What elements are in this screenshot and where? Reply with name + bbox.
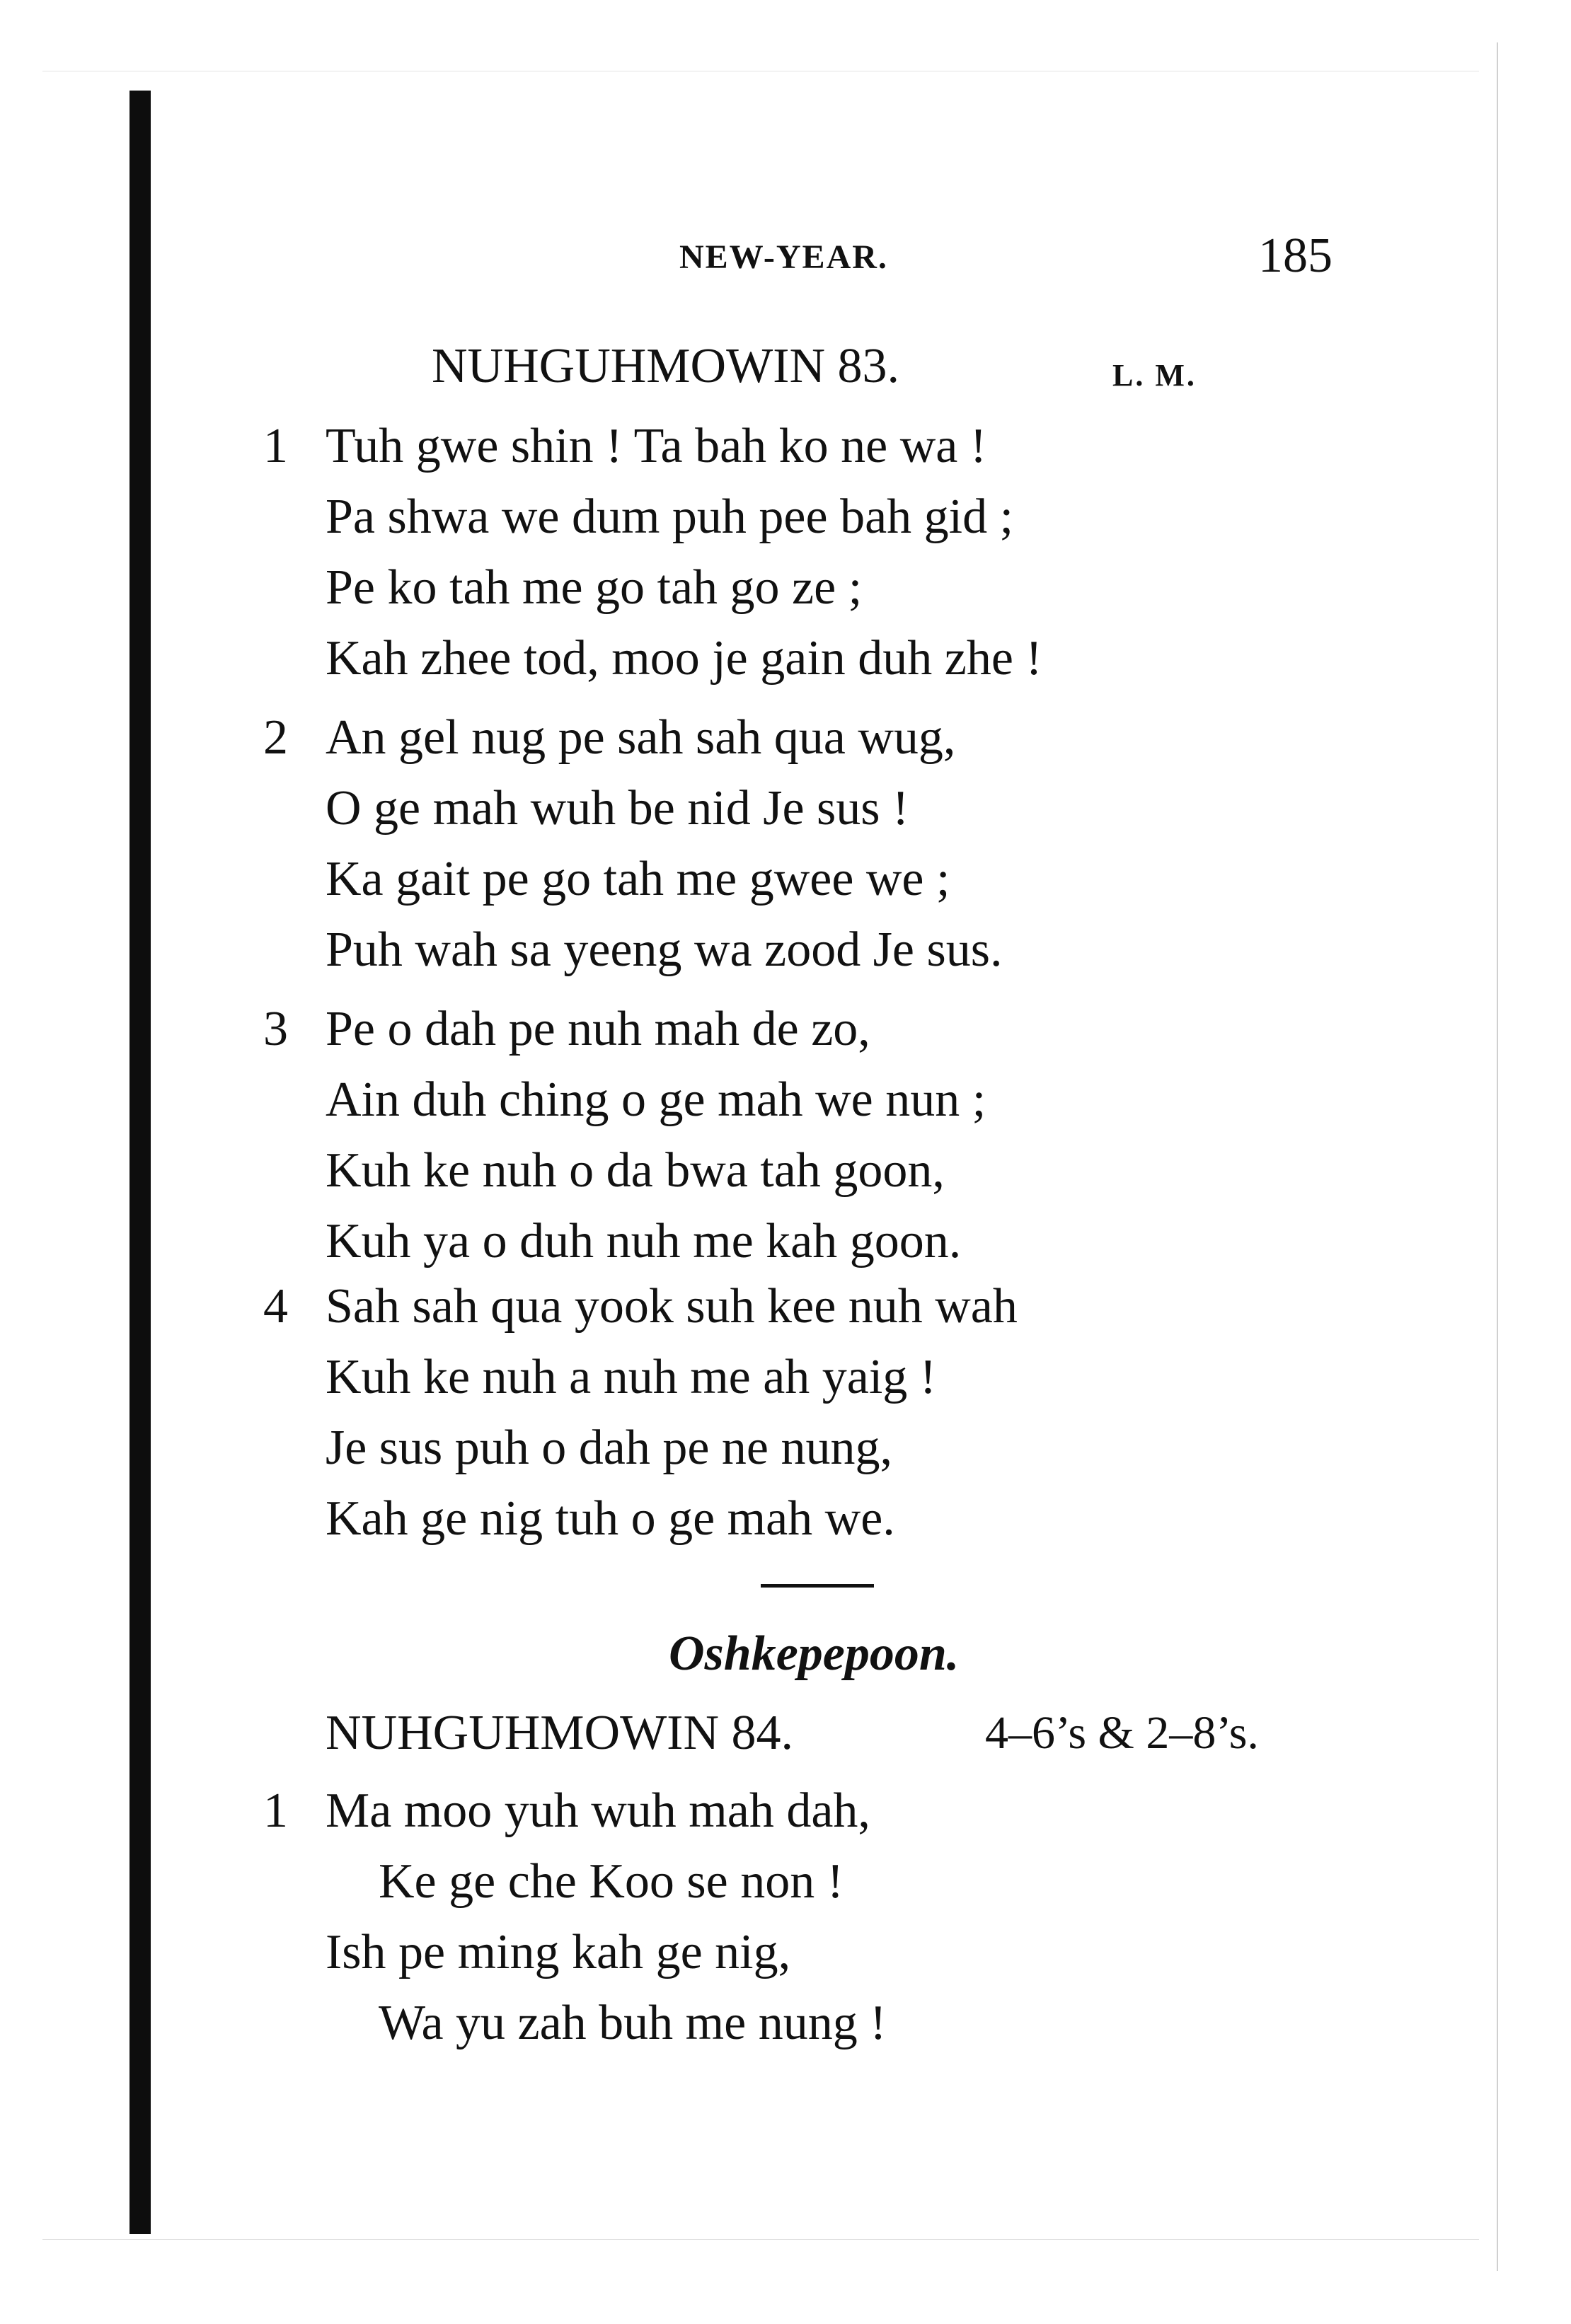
right-page-edge bbox=[1497, 42, 1498, 2271]
verse-line: Kuh ya o duh nuh me kah goon. bbox=[326, 1214, 962, 1268]
verse-line: Kuh ke nuh a nuh me ah yaig ! bbox=[326, 1350, 937, 1404]
verse-line: Je sus puh o dah pe ne nung, bbox=[326, 1421, 893, 1475]
verse-line: Kah ge nig tuh o ge mah we. bbox=[326, 1491, 895, 1546]
verse-line: Wa yu zah buh me nung ! bbox=[379, 1996, 887, 2050]
hymn-84-meter: 4–6’s & 2–8’s. bbox=[985, 1707, 1259, 1759]
verse-line: Kah zhee tod, moo je gain duh zhe ! bbox=[326, 631, 1042, 686]
verse-line: Ish pe ming kah ge nig, bbox=[326, 1925, 791, 1979]
verse-line: Ma moo yuh wuh mah dah, bbox=[326, 1784, 870, 1838]
section-divider bbox=[761, 1584, 874, 1588]
page-edge-bar bbox=[130, 91, 151, 2234]
verse-line: O ge mah wuh be nid Je sus ! bbox=[326, 781, 909, 836]
verse-line: An gel nug pe sah sah qua wug, bbox=[326, 710, 956, 765]
verse-number: 1 bbox=[263, 419, 288, 473]
verse-line: Tuh gwe shin ! Ta bah ko ne wa ! bbox=[326, 419, 987, 473]
page-number: 185 bbox=[1258, 229, 1333, 283]
verse-line: Ka gait pe go tah me gwee we ; bbox=[326, 852, 950, 906]
verse-number: 1 bbox=[263, 1784, 288, 1838]
verse-number: 3 bbox=[263, 1002, 288, 1056]
running-head: NEW-YEAR. bbox=[679, 238, 888, 276]
verse-number: 2 bbox=[263, 710, 288, 765]
tune-name: Oshkepepoon. bbox=[669, 1626, 960, 1681]
verse-line: Pe ko tah me go tah go ze ; bbox=[326, 560, 863, 615]
bottom-page-edge bbox=[42, 2239, 1479, 2240]
verse-line: Pa shwa we dum puh pee bah gid ; bbox=[326, 490, 1014, 544]
verse-line: Sah sah qua yook suh kee nuh wah bbox=[326, 1279, 1018, 1334]
hymn-83-title: NUHGUHMOWIN 83. bbox=[432, 339, 900, 393]
verse-line: Pe o dah pe nuh mah de zo, bbox=[326, 1002, 870, 1056]
verse-line: Kuh ke nuh o da bwa tah goon, bbox=[326, 1143, 945, 1198]
verse-line: Ain duh ching o ge mah we nun ; bbox=[326, 1073, 986, 1127]
verse-line: Puh wah sa yeeng wa zood Je sus. bbox=[326, 923, 1003, 977]
verse-number: 4 bbox=[263, 1279, 288, 1334]
hymn-84-title: NUHGUHMOWIN 84. bbox=[326, 1706, 794, 1760]
hymn-83-meter: L. M. bbox=[1112, 358, 1197, 393]
verse-line: Ke ge che Koo se non ! bbox=[379, 1854, 844, 1909]
